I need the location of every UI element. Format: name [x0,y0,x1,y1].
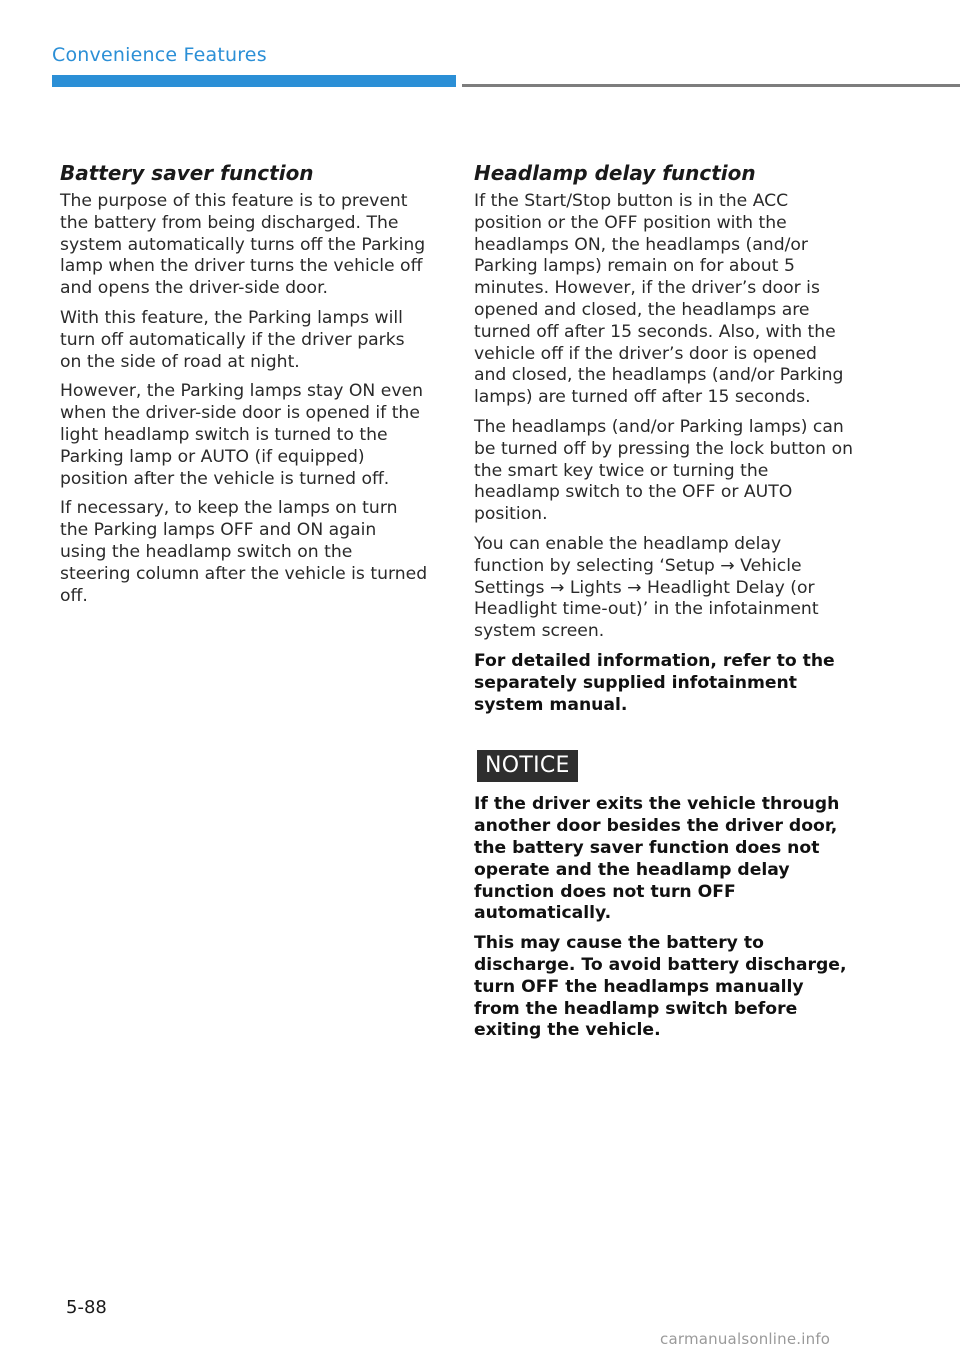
section-title: Convenience Features [52,44,267,66]
left-column [60,158,428,615]
headlamp-delay-heading: Headlamp delay function [474,161,756,185]
infotainment-reference-note: For detailed information, refer to the separately supplied infotainment system manual. [474,650,835,715]
headlamp-delay-paragraph: If the Start/Stop button is in the ACC position or the OFF position with the headlamps ON, the headlamps (and/or Parking lamps) remain on for about 5 minutes. However, if the driver’s door is opened and closed, the headlamps are turned off after 15 seconds. Also, with the vehicle off if the driver’s door is opened and closed, the headlamps (and/or Parking lamps) are turned off after 15 seconds. [474,191,844,408]
battery-saver-paragraph: If necessary, to keep the lamps on turn the Parking lamps OFF and ON again using the headlamp switch on the steering column after the vehicle is turned off. [60,498,428,606]
battery-saver-paragraph: However, the Parking lamps stay ON even when the driver-side door is opened if the light headlamp switch is turned to the Parking lamp or AUTO (if equipped) position after the vehicle is turned off. [60,381,423,489]
header-divider [462,84,960,87]
watermark: carmanualsonline.info [660,1330,831,1348]
page-number: 5-88 [66,1297,107,1318]
battery-saver-paragraph: With this feature, the Parking lamps will turn off automatically if the driver parks on the side of road at night. [60,307,405,372]
notice-paragraph: This may cause the battery to discharge. To avoid battery discharge, turn OFF the headlamps manually from the headlamp switch before exiting the vehicle. [474,933,847,1041]
battery-saver-paragraph: The purpose of this feature is to prevent the battery from being discharged. The system automatically turns off the Parking lamp when the driver turns the vehicle off and opens the driver-side door. [60,191,426,299]
notice-paragraph: If the driver exits the vehicle through another door besides the driver door, the battery saver function does not operate and the headlamp delay function does not turn OFF automatically. [474,794,840,924]
headlamp-delay-paragraph: The headlamps (and/or Parking lamps) can be turned off by pressing the lock button on the smart key twice or turning the headlamp switch to the OFF or AUTO position. [474,416,854,525]
notice-label: NOTICE [477,750,578,782]
right-column [474,158,854,1050]
battery-saver-heading: Battery saver function [60,161,314,185]
headlamp-delay-paragraph: You can enable the headlamp delay function by selecting ‘Setup → Vehicle Settings → Lights → Headlight Delay (or Headlight time-out)’ in the infotainment system screen. [474,533,819,642]
header-accent-bar [52,75,456,87]
